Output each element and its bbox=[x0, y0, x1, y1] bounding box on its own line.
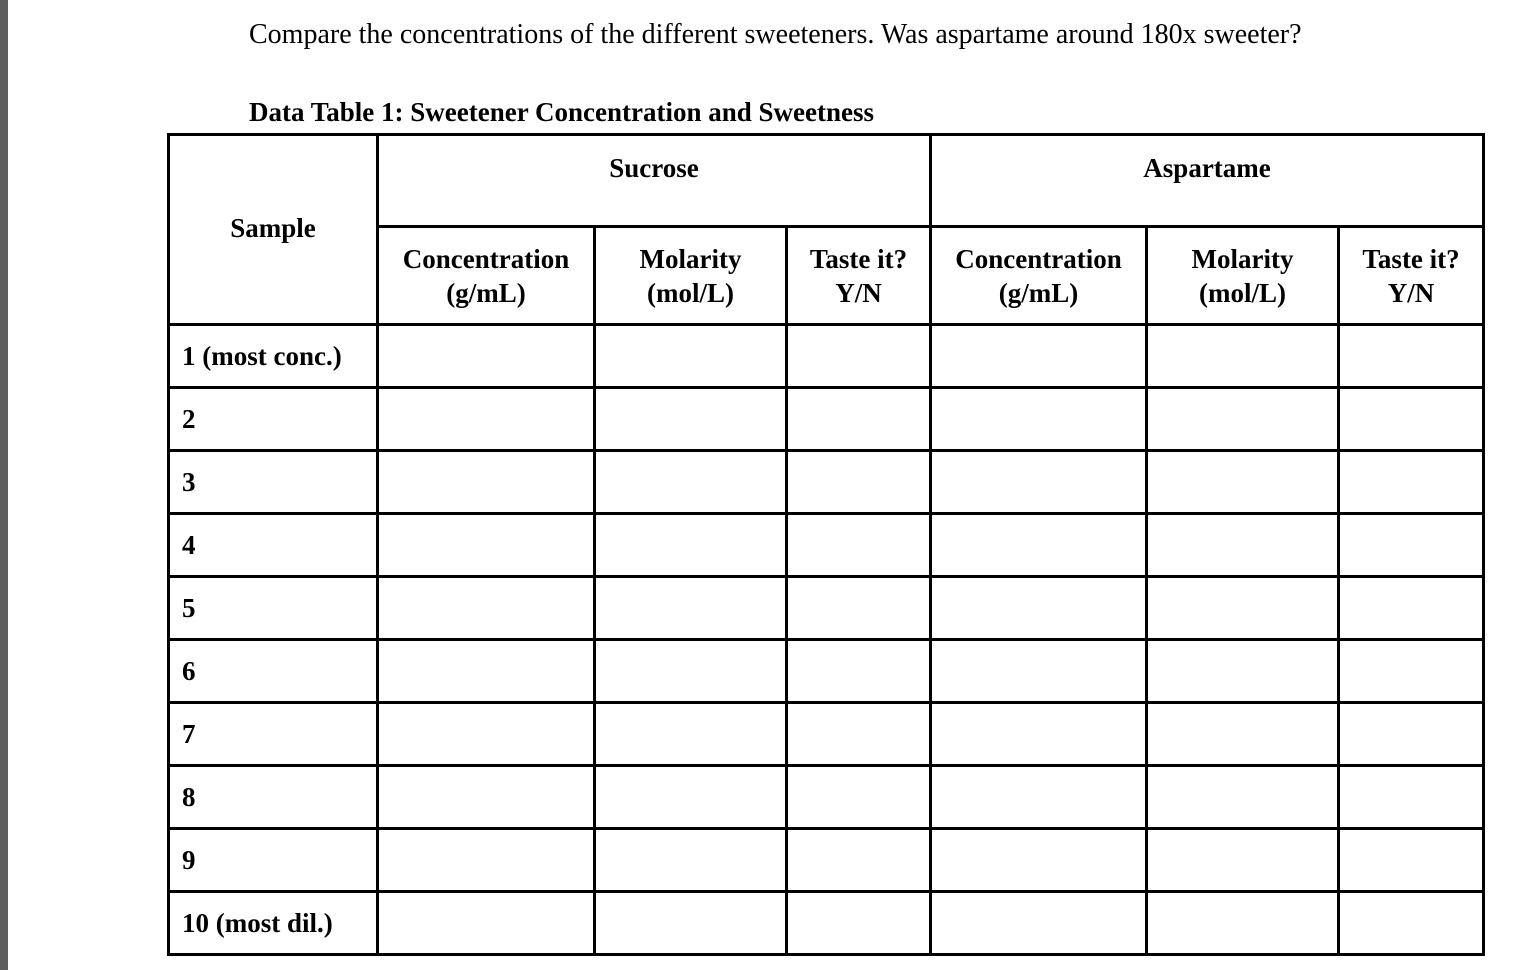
aspartame-concentration-cell bbox=[931, 829, 1147, 892]
aspartame-taste-cell bbox=[1339, 577, 1484, 640]
sucrose-molarity-cell bbox=[595, 577, 787, 640]
table-title: Data Table 1: Sweetener Concentration and Sweetness bbox=[249, 97, 874, 127]
sample-label: 5 bbox=[169, 577, 378, 640]
aspartame-taste-cell bbox=[1339, 892, 1484, 955]
header-line-1: Molarity bbox=[1191, 243, 1294, 274]
sample-label: 9 bbox=[169, 829, 378, 892]
aspartame-concentration-cell bbox=[931, 703, 1147, 766]
aspartame-taste-cell bbox=[1339, 703, 1484, 766]
sucrose-molarity-cell bbox=[595, 514, 787, 577]
sample-label: 7 bbox=[169, 703, 378, 766]
table-row bbox=[169, 766, 1484, 829]
header-line-1: Molarity bbox=[639, 243, 742, 274]
aspartame-taste-header bbox=[1339, 227, 1484, 325]
aspartame-taste-cell bbox=[1339, 640, 1484, 703]
sucrose-molarity-cell bbox=[595, 388, 787, 451]
aspartame-molarity-cell bbox=[1147, 577, 1339, 640]
sucrose-molarity-cell bbox=[595, 892, 787, 955]
aspartame-molarity-cell bbox=[1147, 514, 1339, 577]
sucrose-concentration-cell bbox=[378, 388, 595, 451]
header-line-2: Y/N bbox=[835, 277, 882, 308]
sucrose-taste-cell bbox=[787, 514, 931, 577]
aspartame-molarity-header bbox=[1147, 227, 1339, 325]
aspartame-concentration-cell bbox=[931, 514, 1147, 577]
sucrose-concentration-cell bbox=[378, 325, 595, 388]
aspartame-concentration-cell bbox=[931, 325, 1147, 388]
sample-label: 4 bbox=[169, 514, 378, 577]
aspartame-taste-cell bbox=[1339, 766, 1484, 829]
sucrose-taste-cell bbox=[787, 640, 931, 703]
table-row bbox=[169, 829, 1484, 892]
sucrose-taste-cell bbox=[787, 388, 931, 451]
aspartame-molarity-cell bbox=[1147, 388, 1339, 451]
sucrose-molarity-cell bbox=[595, 829, 787, 892]
table-row bbox=[169, 514, 1484, 577]
sucrose-taste-cell bbox=[787, 325, 931, 388]
sucrose-concentration-cell bbox=[378, 577, 595, 640]
sucrose-taste-cell bbox=[787, 766, 931, 829]
aspartame-concentration-cell bbox=[931, 577, 1147, 640]
sample-column-header: Sample bbox=[169, 135, 378, 325]
sucrose-molarity-cell bbox=[595, 325, 787, 388]
table-row bbox=[169, 703, 1484, 766]
sucrose-concentration-header bbox=[378, 227, 595, 325]
question-text: Compare the concentrations of the different sweeteners. Was aspartame around 180x sweeter? bbox=[249, 19, 1302, 50]
sucrose-group-header: Sucrose bbox=[378, 135, 931, 227]
aspartame-taste-cell bbox=[1339, 514, 1484, 577]
sucrose-molarity-cell bbox=[595, 451, 787, 514]
sucrose-concentration-cell bbox=[378, 892, 595, 955]
sucrose-molarity-header bbox=[595, 227, 787, 325]
sucrose-concentration-cell bbox=[378, 451, 595, 514]
aspartame-concentration-cell bbox=[931, 640, 1147, 703]
sample-label: 1 (most conc.) bbox=[169, 325, 378, 388]
aspartame-molarity-cell bbox=[1147, 640, 1339, 703]
table-row bbox=[169, 388, 1484, 451]
header-line-1: Taste it? bbox=[1362, 243, 1460, 274]
aspartame-molarity-cell bbox=[1147, 829, 1339, 892]
aspartame-taste-cell bbox=[1339, 325, 1484, 388]
sample-label: 2 bbox=[169, 388, 378, 451]
sucrose-molarity-cell bbox=[595, 640, 787, 703]
sucrose-taste-header bbox=[787, 227, 931, 325]
aspartame-taste-cell bbox=[1339, 829, 1484, 892]
aspartame-molarity-cell bbox=[1147, 703, 1339, 766]
aspartame-molarity-cell bbox=[1147, 766, 1339, 829]
header-line-1: Taste it? bbox=[809, 243, 908, 274]
aspartame-concentration-cell bbox=[931, 388, 1147, 451]
aspartame-taste-cell bbox=[1339, 388, 1484, 451]
sucrose-molarity-cell bbox=[595, 766, 787, 829]
aspartame-taste-cell bbox=[1339, 451, 1484, 514]
table-row bbox=[169, 892, 1484, 955]
window-left-edge bbox=[0, 0, 8, 970]
header-line-2: (g/mL) bbox=[446, 277, 526, 308]
aspartame-concentration-header bbox=[931, 227, 1147, 325]
sucrose-concentration-cell bbox=[378, 640, 595, 703]
table-row bbox=[169, 640, 1484, 703]
sucrose-concentration-cell bbox=[378, 703, 595, 766]
sucrose-molarity-cell bbox=[595, 703, 787, 766]
aspartame-concentration-cell bbox=[931, 451, 1147, 514]
sucrose-concentration-cell bbox=[378, 829, 595, 892]
sucrose-taste-cell bbox=[787, 892, 931, 955]
header-line-2: (mol/L) bbox=[1199, 277, 1287, 308]
sucrose-taste-cell bbox=[787, 451, 931, 514]
aspartame-concentration-cell bbox=[931, 766, 1147, 829]
aspartame-group-header: Aspartame bbox=[931, 135, 1484, 227]
table-header-group-row bbox=[169, 135, 1484, 227]
data-table bbox=[167, 133, 1485, 956]
aspartame-concentration-cell bbox=[931, 892, 1147, 955]
sucrose-concentration-cell bbox=[378, 514, 595, 577]
sample-label: 3 bbox=[169, 451, 378, 514]
sucrose-taste-cell bbox=[787, 703, 931, 766]
sample-label: 6 bbox=[169, 640, 378, 703]
table-row bbox=[169, 451, 1484, 514]
sucrose-concentration-cell bbox=[378, 766, 595, 829]
aspartame-molarity-cell bbox=[1147, 892, 1339, 955]
sucrose-taste-cell bbox=[787, 829, 931, 892]
header-line-2: (mol/L) bbox=[647, 277, 734, 308]
aspartame-molarity-cell bbox=[1147, 451, 1339, 514]
header-line-1: Concentration bbox=[955, 243, 1122, 274]
aspartame-molarity-cell bbox=[1147, 325, 1339, 388]
table-row bbox=[169, 325, 1484, 388]
header-line-1: Concentration bbox=[402, 243, 570, 274]
table-row bbox=[169, 577, 1484, 640]
sucrose-taste-cell bbox=[787, 577, 931, 640]
table-body bbox=[169, 325, 1484, 955]
header-line-2: Y/N bbox=[1387, 277, 1435, 308]
header-line-2: (g/mL) bbox=[998, 277, 1079, 308]
sample-label: 8 bbox=[169, 766, 378, 829]
sample-label: 10 (most dil.) bbox=[169, 892, 378, 955]
